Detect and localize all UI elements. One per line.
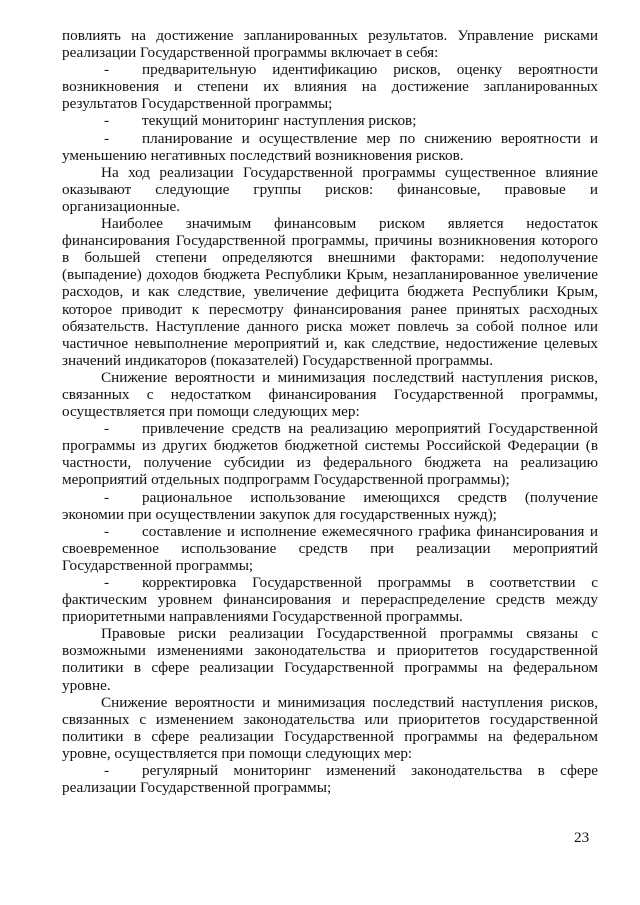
- paragraph: Наиболее значимым финансовым риском является недостаток финансирования Государственной программы, причины возникновения которого в большей степени определяются внешними факторами: недополучение (выпадение) доходов бюджета Республики Крым, незапланированное увеличение расходов, и как следствие, увеличение дефицита бюджета Республики Крым, которое приводит к пересмотру финансирования ранее принятых расходных обязательств. Наступление данного риска может повлечь за собой полное или частичное невыполнение мероприятий и, как следствие, недостижение целевых значений индикаторов (показателей) Государственной программы.: [62, 215, 598, 369]
- list-item: [62, 420, 598, 488]
- paragraph: повлиять на достижение запланированных результатов. Управление рисками реализации Государственной программы включает в себя:: [62, 27, 598, 62]
- list-dash: -: [104, 488, 110, 506]
- list-item-text: предварительную идентификацию рисков, оценку вероятности возникновения и степени их влияния на достижение запланированных результатов Государственной программы;: [62, 61, 598, 113]
- list-item-text: составление и исполнение ежемесячного графика финансирования и своевременное использование средств при реализации мероприятий Государственной программы;: [62, 522, 598, 574]
- paragraph: Правовые риски реализации Государственной программы связаны с возможными изменениями законодательства и приоритетов государственной политики в сфере реализации Государственной программы на федеральном уровне.: [62, 625, 598, 694]
- list-item-text: планирование и осуществление мер по снижению вероятности и уменьшению негативных последствий возникновения рисков.: [62, 129, 598, 164]
- paragraph: На ход реализации Государственной программы существенное влияние оказывают следующие группы рисков: финансовые, правовые и организационные.: [62, 163, 598, 215]
- list-dash: -: [104, 420, 110, 438]
- paragraph: Снижение вероятности и минимизация последствий наступления рисков, связанных с изменением законодательства или приоритетов государственной политики в сфере реализации Государственной программы на федеральном уровне, осуществляется при помощи следующих мер:: [62, 693, 598, 762]
- paragraph: Снижение вероятности и минимизация последствий наступления рисков, связанных с недостатком финансирования Государственной программы, осуществляется при помощи следующих мер:: [62, 368, 598, 421]
- list-item: [62, 61, 598, 112]
- list-dash: -: [104, 762, 110, 780]
- list-item-text: привлечение средств на реализацию мероприятий Государственной программы из других бюджетов бюджетной системы Российской Федерации (в частности, получение субсидии из федерального бюджета на реализацию мероприятий отдельных подпрограмм Государственной программы);: [62, 420, 598, 489]
- list-item: [62, 112, 598, 129]
- list-item-text: рациональное использование имеющихся средств (получение экономии при осуществлении закупок для государственных нужд);: [62, 488, 598, 523]
- list-dash: -: [104, 112, 110, 130]
- list-item: [62, 762, 598, 796]
- list-dash: -: [104, 574, 110, 591]
- list-dash: -: [104, 129, 110, 147]
- list-dash: -: [104, 522, 110, 540]
- list-item-text: корректировка Государственной программы в соответствии с фактическим уровнем финансирования и перераспределение средств между приоритетными направлениями Государственной программы.: [62, 574, 598, 626]
- list-item: [62, 574, 598, 625]
- list-item-text: регулярный мониторинг изменений законодательства в сфере реализации Государственной программы;: [62, 762, 598, 797]
- page-number: 23: [574, 829, 590, 846]
- list-item: [62, 489, 598, 523]
- list-dash: -: [104, 61, 110, 79]
- list-item: [62, 523, 598, 574]
- list-item-text: текущий мониторинг наступления рисков;: [142, 112, 417, 130]
- list-item: [62, 130, 598, 164]
- document-body: [62, 27, 598, 796]
